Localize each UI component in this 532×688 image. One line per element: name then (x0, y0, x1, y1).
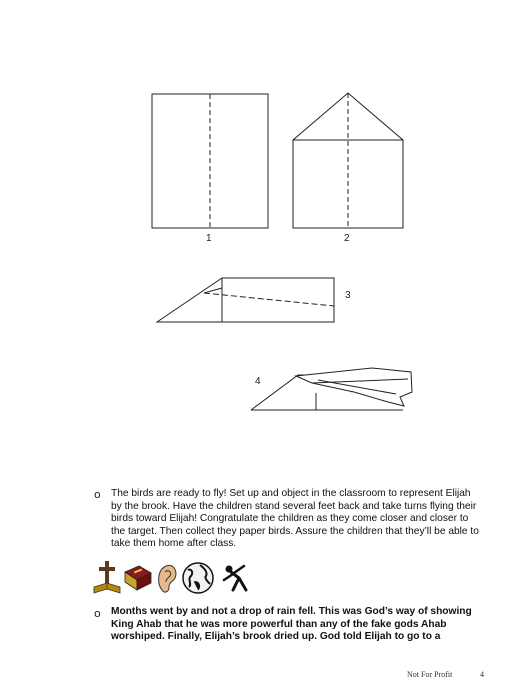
fold-step-1 (152, 94, 268, 228)
ear-icon (154, 560, 180, 596)
bullet-marker: o (94, 607, 101, 620)
cross-book-icon (92, 560, 122, 596)
step-4-label: 4 (255, 376, 261, 387)
story-paragraph: Months went by and not a drop of rain fell. This was God’s way of showing King Ahab that he was more powerful than any of the fake gods Ahab worshiped. Finally, Elijah’s brook dried up. God told Elijah to go to a (111, 606, 472, 643)
fold-step-4 (251, 368, 412, 410)
step-2-label: 2 (344, 233, 350, 244)
stretching-person-icon (220, 560, 254, 596)
step-3-label: 3 (345, 290, 351, 301)
fold-step-2 (293, 93, 403, 228)
step-1-label: 1 (206, 233, 212, 244)
bible-icon (122, 560, 154, 596)
bullet-marker: o (94, 488, 101, 501)
lesson-icon-strip (92, 560, 262, 596)
fold-step-3 (157, 278, 334, 322)
page-number: 4 (480, 670, 484, 679)
footer-label: Not For Profit (407, 670, 453, 679)
globe-head-icon (180, 560, 216, 596)
instruction-paragraph: The birds are ready to fly! Set up and object in the classroom to represent Elijah by the brook. Have the children stand several feet back and take turns flying their birds toward Elijah! Congratulate the children as they come closer and closer to the target. Then collect they paper birds. Assure the children that they’ll be able to take them home after class. (111, 488, 479, 550)
